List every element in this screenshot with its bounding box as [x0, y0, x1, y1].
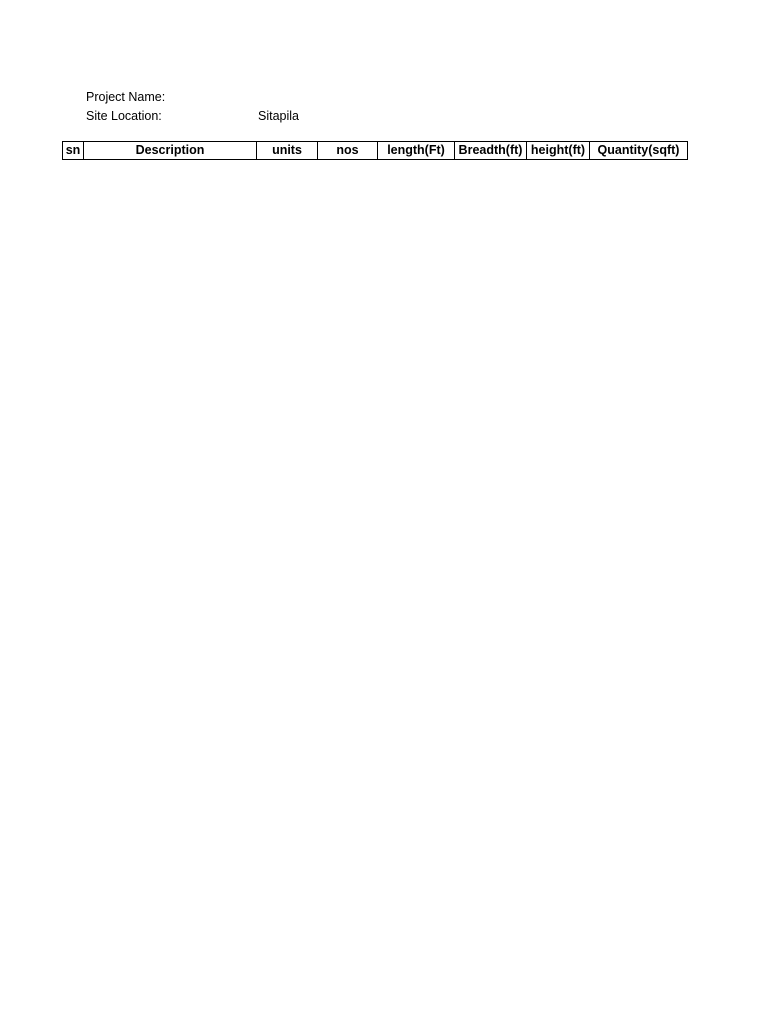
header-description: Description: [84, 142, 257, 160]
measurement-table: [62, 141, 688, 160]
header-quantity: Quantity(sqft): [590, 142, 688, 160]
header-row: [63, 142, 688, 160]
site-location-row: [86, 108, 299, 124]
project-name-row: [86, 89, 258, 105]
header-breadth: Breadth(ft): [455, 142, 527, 160]
site-location-value: Sitapila: [258, 109, 299, 123]
site-location-label: Site Location:: [86, 109, 162, 123]
header-length: length(Ft): [378, 142, 455, 160]
header-height: height(ft): [527, 142, 590, 160]
project-name-label: Project Name:: [86, 90, 166, 104]
header-nos: nos: [318, 142, 378, 160]
header-sn: sn: [63, 142, 84, 160]
header-units: units: [257, 142, 318, 160]
